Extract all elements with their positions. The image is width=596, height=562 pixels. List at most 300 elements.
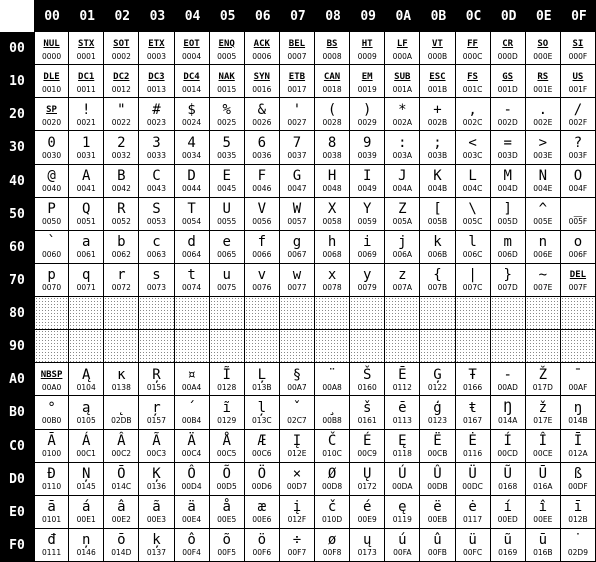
- code-point: 002C: [462, 117, 483, 127]
- character-glyph: ^: [538, 201, 548, 218]
- code-point: 002A: [392, 117, 413, 127]
- character-cell: [561, 529, 596, 562]
- character-glyph: ENQ: [218, 38, 235, 49]
- character-glyph: ÷: [292, 532, 302, 549]
- unassigned-cell: [456, 297, 491, 330]
- character-glyph: g: [292, 234, 302, 251]
- character-glyph: R: [117, 201, 126, 218]
- character-glyph: ?: [573, 134, 583, 151]
- unassigned-cell: [420, 297, 455, 330]
- character-glyph: p: [47, 267, 56, 284]
- character-glyph: h: [327, 234, 337, 251]
- character-cell: [526, 165, 561, 198]
- character-glyph: Ņ: [81, 466, 91, 483]
- character-cell: [210, 131, 245, 164]
- code-point: 0015: [217, 84, 237, 94]
- code-point: 0068: [322, 250, 342, 260]
- character-glyph: ETX: [148, 38, 165, 49]
- code-point: 004B: [427, 184, 448, 194]
- unassigned-cell: [561, 330, 596, 363]
- character-cell: [280, 98, 315, 131]
- character-cell: [280, 496, 315, 529]
- character-glyph: D: [187, 168, 196, 185]
- code-point: 0123: [427, 415, 447, 425]
- character-glyph: M: [503, 168, 512, 185]
- code-point: 0056: [252, 217, 272, 227]
- character-glyph: BEL: [288, 38, 306, 49]
- code-point: 00F8: [322, 548, 342, 558]
- character-cell: [350, 198, 385, 231]
- character-glyph: m: [503, 234, 512, 251]
- column-header: 02: [104, 0, 139, 32]
- character-glyph: ŋ: [573, 399, 583, 416]
- character-cell: [34, 98, 69, 131]
- character-cell: [420, 396, 455, 429]
- character-cell: [69, 396, 104, 429]
- code-point: 006E: [533, 250, 553, 260]
- character-cell: [139, 131, 174, 164]
- code-point: 0064: [182, 250, 202, 260]
- character-cell: [350, 396, 385, 429]
- character-glyph: Á: [81, 433, 91, 450]
- character-glyph: õ: [222, 532, 231, 549]
- code-point: 005E: [533, 217, 553, 227]
- character-glyph: e: [222, 234, 231, 251]
- code-point: 0041: [76, 184, 96, 194]
- character-cell: [456, 165, 491, 198]
- unassigned-cell: [104, 297, 139, 330]
- character-glyph: ą: [81, 399, 91, 416]
- code-point: 00FC: [463, 548, 483, 558]
- code-point: 0173: [357, 548, 377, 558]
- character-glyph: DEL: [569, 270, 587, 281]
- unassigned-cell: [210, 330, 245, 363]
- code-point: 00A8: [322, 382, 342, 392]
- character-glyph: y: [362, 267, 372, 284]
- character-cell: [526, 231, 561, 264]
- code-point: 016A: [533, 482, 553, 492]
- character-cell: [210, 396, 245, 429]
- row-header: 20: [0, 98, 34, 131]
- character-glyph: n: [538, 234, 548, 251]
- character-cell: [420, 496, 455, 529]
- unassigned-cell: [69, 297, 104, 330]
- character-cell: [104, 131, 139, 164]
- code-point: 0043: [146, 184, 166, 194]
- character-glyph: HT: [361, 38, 373, 49]
- character-cell: [139, 198, 174, 231]
- character-cell: [175, 231, 210, 264]
- character-glyph: Ö: [257, 466, 267, 483]
- character-cell: [526, 430, 561, 463]
- code-point: 002B: [427, 117, 448, 127]
- code-point: 0060: [42, 250, 62, 260]
- character-glyph: +: [433, 101, 442, 118]
- character-cell: [34, 496, 69, 529]
- character-glyph: S: [152, 201, 161, 218]
- character-cell: [526, 396, 561, 429]
- character-cell: [104, 165, 139, 198]
- character-cell: [139, 529, 174, 562]
- character-cell: [456, 396, 491, 429]
- character-glyph: ļ: [257, 399, 267, 416]
- character-cell: [210, 65, 245, 98]
- character-cell: [350, 231, 385, 264]
- character-glyph: Ø: [327, 466, 337, 483]
- code-point: 00C3: [146, 449, 167, 459]
- code-point: 0042: [111, 184, 131, 194]
- character-cell: [245, 363, 280, 396]
- character-glyph: 5: [222, 134, 231, 151]
- code-point: 001F: [568, 84, 588, 94]
- code-point: 017D: [532, 382, 553, 392]
- character-glyph: ĩ: [222, 399, 231, 416]
- character-cell: [210, 363, 245, 396]
- row-header: 80: [0, 297, 34, 330]
- character-glyph: ACK: [253, 38, 270, 49]
- character-glyph: Í: [503, 433, 512, 450]
- character-cell: [69, 131, 104, 164]
- character-glyph: \: [468, 201, 477, 218]
- character-glyph: STX: [78, 38, 95, 49]
- code-point: 003D: [497, 150, 518, 160]
- code-point: 006A: [392, 250, 413, 260]
- character-cell: [456, 463, 491, 496]
- code-point: 00D6: [251, 482, 272, 492]
- character-glyph: Ä: [187, 433, 196, 450]
- character-glyph: 4: [187, 134, 196, 151]
- character-cell: [175, 65, 210, 98]
- character-cell: [350, 430, 385, 463]
- character-glyph: ô: [187, 532, 196, 549]
- unassigned-cell: [385, 330, 420, 363]
- character-cell: [175, 98, 210, 131]
- character-cell: [385, 396, 420, 429]
- code-point: 000D: [497, 51, 518, 61]
- character-glyph: _: [573, 201, 583, 218]
- character-cell: [139, 463, 174, 496]
- character-cell: [385, 65, 420, 98]
- character-glyph: a: [81, 234, 91, 251]
- code-point: 003E: [533, 150, 553, 160]
- character-cell: [350, 496, 385, 529]
- row-header: A0: [0, 363, 34, 396]
- character-cell: [69, 529, 104, 562]
- character-cell: [175, 496, 210, 529]
- character-cell: [139, 363, 174, 396]
- code-point: 0050: [42, 217, 62, 227]
- character-glyph: į: [292, 499, 302, 516]
- character-cell: [175, 264, 210, 297]
- code-point: 0076: [252, 283, 272, 293]
- code-point: 0037: [287, 150, 307, 160]
- character-glyph: T: [187, 201, 196, 218]
- character-cell: [385, 32, 420, 65]
- character-cell: [420, 165, 455, 198]
- code-point: 0161: [357, 415, 377, 425]
- unassigned-cell: [139, 297, 174, 330]
- character-cell: [245, 98, 280, 131]
- code-point: 0100: [42, 449, 62, 459]
- code-point: 007C: [462, 283, 483, 293]
- character-glyph: l: [468, 234, 477, 251]
- character-glyph: !: [81, 101, 91, 118]
- code-point: 0023: [146, 117, 166, 127]
- code-point: 0045: [217, 184, 237, 194]
- code-point: 00B8: [322, 415, 342, 425]
- character-cell: [420, 463, 455, 496]
- code-point: 0172: [357, 482, 377, 492]
- code-point: 001E: [533, 84, 553, 94]
- code-point: 0069: [357, 250, 377, 260]
- unassigned-cell: [526, 297, 561, 330]
- character-glyph: s: [152, 267, 161, 284]
- code-point: 007A: [392, 283, 413, 293]
- character-glyph: -: [503, 101, 512, 118]
- code-point: 00E2: [111, 515, 131, 525]
- character-glyph: Ũ: [503, 466, 512, 483]
- code-point: 0029: [357, 117, 377, 127]
- code-point: 0000: [42, 51, 62, 61]
- code-point: 003B: [427, 150, 448, 160]
- code-point: 00E3: [146, 515, 166, 525]
- character-cell: [104, 32, 139, 65]
- code-point: 00B4: [181, 415, 202, 425]
- unassigned-cell: [385, 297, 420, 330]
- code-point: 0021: [76, 117, 96, 127]
- character-glyph: Q: [81, 201, 91, 218]
- character-cell: [210, 463, 245, 496]
- code-point: 0052: [111, 217, 131, 227]
- column-header: 00: [34, 0, 69, 32]
- character-cell: [315, 529, 350, 562]
- code-point: 0005: [217, 51, 237, 61]
- character-glyph: ų: [362, 532, 372, 549]
- character-cell: [526, 65, 561, 98]
- code-point: 00C1: [76, 449, 96, 459]
- character-cell: [175, 165, 210, 198]
- character-glyph: §: [292, 366, 302, 383]
- code-point: 0077: [287, 283, 307, 293]
- column-header: 03: [139, 0, 174, 32]
- code-point: 000B: [427, 51, 448, 61]
- character-cell: [561, 165, 596, 198]
- character-cell: [210, 165, 245, 198]
- character-cell: [104, 65, 139, 98]
- character-cell: [315, 231, 350, 264]
- code-point: 0111: [42, 548, 62, 558]
- character-cell: [385, 363, 420, 396]
- character-cell: [245, 463, 280, 496]
- character-cell: [350, 131, 385, 164]
- character-cell: [420, 65, 455, 98]
- character-cell: [491, 231, 526, 264]
- character-glyph: SP: [46, 104, 57, 115]
- character-glyph: ã: [152, 499, 161, 516]
- character-glyph: í: [503, 499, 512, 516]
- code-point: 00AD: [497, 382, 518, 392]
- character-cell: [69, 198, 104, 231]
- character-glyph: X: [327, 201, 337, 218]
- character-glyph: B: [117, 168, 126, 185]
- unassigned-cell: [280, 297, 315, 330]
- character-glyph: -: [503, 366, 512, 383]
- character-cell: [456, 98, 491, 131]
- code-point: 0116: [463, 449, 483, 459]
- character-glyph: v: [257, 267, 267, 284]
- table-corner: [0, 0, 34, 32]
- code-point: 0063: [146, 250, 166, 260]
- code-point: 007B: [427, 283, 448, 293]
- row-header: 00: [0, 32, 34, 65]
- row-header: 50: [0, 198, 34, 231]
- character-glyph: Õ: [222, 466, 231, 483]
- character-glyph: GS: [502, 71, 514, 82]
- character-cell: [385, 529, 420, 562]
- code-point: 0044: [182, 184, 202, 194]
- code-point: 0002: [111, 51, 131, 61]
- character-glyph: b: [117, 234, 126, 251]
- character-cell: [350, 65, 385, 98]
- character-cell: [456, 529, 491, 562]
- character-glyph: =: [503, 134, 512, 151]
- character-glyph: CAN: [323, 71, 341, 82]
- character-cell: [385, 231, 420, 264]
- unassigned-cell: [69, 330, 104, 363]
- code-point: 003A: [392, 150, 413, 160]
- character-cell: [491, 529, 526, 562]
- code-point: 000F: [568, 51, 588, 61]
- character-glyph: Z: [398, 201, 407, 218]
- character-cell: [69, 363, 104, 396]
- character-glyph: š: [362, 399, 372, 416]
- column-header: 0A: [385, 0, 420, 32]
- code-point: 00CE: [533, 449, 553, 459]
- character-glyph: FS: [467, 71, 478, 82]
- code-point: 0059: [357, 217, 377, 227]
- character-glyph: ë: [433, 499, 442, 516]
- code-point: 0007: [287, 51, 307, 61]
- character-glyph: Û: [433, 466, 442, 483]
- code-point: 0166: [463, 382, 483, 392]
- character-cell: [315, 65, 350, 98]
- character-glyph: NAK: [218, 71, 235, 82]
- character-cell: [561, 463, 596, 496]
- code-point: 00C9: [357, 449, 377, 459]
- code-point: 017E: [533, 415, 553, 425]
- code-point: 0055: [217, 217, 237, 227]
- character-cell: [104, 231, 139, 264]
- character-cell: [526, 98, 561, 131]
- code-point: 00A0: [41, 382, 62, 392]
- unassigned-cell: [280, 330, 315, 363]
- character-cell: [491, 65, 526, 98]
- character-cell: [34, 396, 69, 429]
- character-cell: [69, 264, 104, 297]
- code-point: 00D4: [181, 482, 202, 492]
- character-glyph: US: [572, 71, 584, 82]
- character-glyph: ˛: [117, 399, 126, 416]
- column-header: 04: [175, 0, 210, 32]
- character-cell: [491, 363, 526, 396]
- character-cell: [280, 396, 315, 429]
- character-glyph: Ę: [398, 433, 407, 450]
- row-header: D0: [0, 463, 34, 496]
- unassigned-cell: [350, 330, 385, 363]
- character-cell: [104, 98, 139, 131]
- code-point: 00D5: [216, 482, 237, 492]
- character-cell: [420, 264, 455, 297]
- column-header: 0B: [420, 0, 455, 32]
- code-point: 001B: [427, 84, 448, 94]
- column-header: 01: [69, 0, 104, 32]
- code-point: 010D: [322, 515, 343, 525]
- code-point: 00B0: [41, 415, 62, 425]
- character-cell: [561, 231, 596, 264]
- code-point: 0119: [392, 515, 412, 525]
- character-cell: [350, 363, 385, 396]
- row-header: C0: [0, 430, 34, 463]
- code-point: 0074: [182, 283, 202, 293]
- code-point: 0016: [252, 84, 272, 94]
- code-point: 002F: [568, 117, 588, 127]
- character-cell: [491, 198, 526, 231]
- character-glyph: ē: [398, 399, 407, 416]
- character-glyph: Ú: [398, 466, 407, 483]
- code-point: 00CB: [427, 449, 448, 459]
- character-cell: [104, 198, 139, 231]
- code-point: 014A: [497, 415, 518, 425]
- code-point: 0105: [76, 415, 96, 425]
- character-cell: [315, 198, 350, 231]
- character-glyph: /: [573, 101, 583, 118]
- character-cell: [491, 264, 526, 297]
- character-cell: [420, 32, 455, 65]
- code-point: 00AF: [568, 382, 588, 392]
- character-glyph: u: [222, 267, 231, 284]
- character-glyph: 1: [81, 134, 91, 151]
- code-point: 005F: [568, 217, 588, 227]
- character-cell: [245, 165, 280, 198]
- character-glyph: Ī: [573, 433, 583, 450]
- column-header: 08: [315, 0, 350, 32]
- code-point: 00FA: [393, 548, 412, 558]
- character-glyph: ˙: [573, 532, 583, 549]
- character-glyph: 9: [362, 134, 372, 151]
- character-glyph: É: [362, 433, 372, 450]
- code-point: 014C: [111, 482, 132, 492]
- code-point: 00ED: [497, 515, 518, 525]
- character-glyph: ö: [257, 532, 267, 549]
- code-point: 00DF: [568, 482, 588, 492]
- code-point: 006F: [568, 250, 588, 260]
- unassigned-cell: [491, 297, 526, 330]
- character-glyph: CR: [502, 38, 514, 49]
- code-point: 0025: [217, 117, 237, 127]
- code-point: 0078: [322, 283, 342, 293]
- code-point: 0026: [252, 117, 272, 127]
- character-cell: [456, 231, 491, 264]
- code-point: 00DA: [392, 482, 413, 492]
- character-glyph: A: [81, 168, 91, 185]
- character-cell: [561, 430, 596, 463]
- character-glyph: Â: [117, 433, 126, 450]
- code-point: 0129: [217, 415, 237, 425]
- code-point: 00F6: [252, 548, 272, 558]
- character-cell: [69, 430, 104, 463]
- code-point: 00A7: [287, 382, 307, 392]
- character-cell: [69, 496, 104, 529]
